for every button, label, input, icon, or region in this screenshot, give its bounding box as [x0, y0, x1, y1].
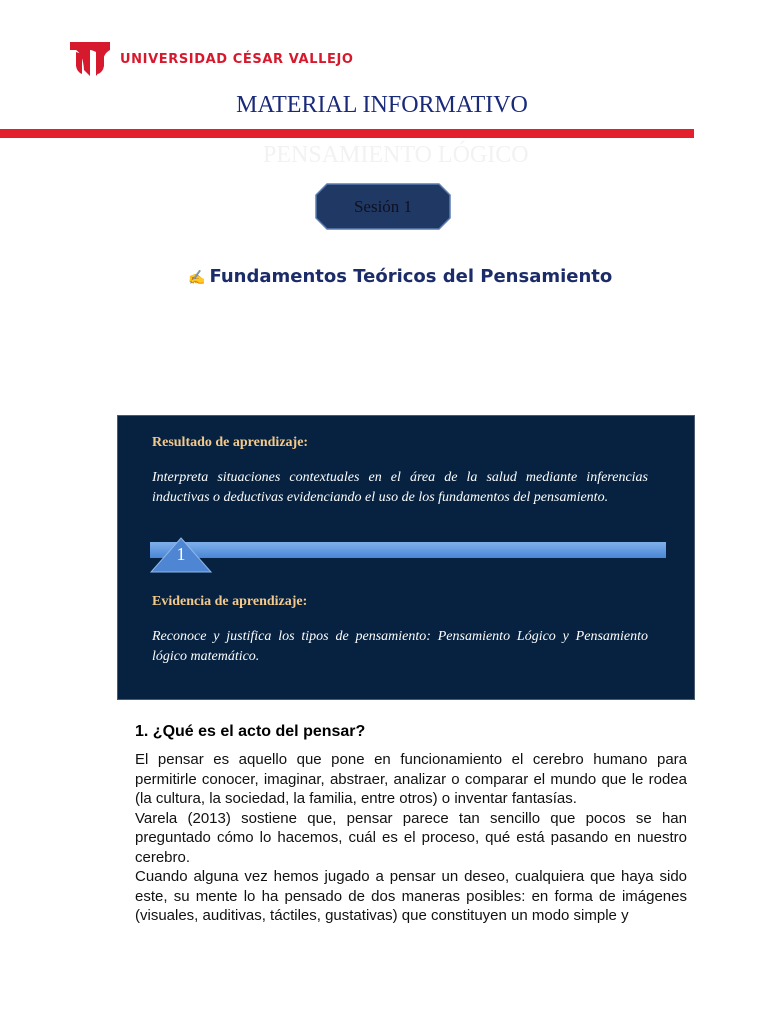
topic-title: Fundamentos Teóricos del Pensamiento: [209, 266, 613, 287]
ucv-shield-icon: [68, 40, 112, 78]
section-body: [135, 750, 687, 926]
university-logo: [68, 40, 368, 78]
panel-divider-bar: [150, 542, 666, 558]
header-divider: [0, 129, 694, 138]
section-question: 1. ¿Qué es el acto del pensar?: [135, 723, 366, 740]
session-label: Sesión 1: [353, 197, 413, 216]
document-title: MATERIAL INFORMATIVO: [236, 92, 528, 118]
paragraph: El pensar es aquello que pone en funcionamiento el cerebro humano para permitirle conocer, imaginar, abstraer, analizar o comparar el mundo que le rodea (la cultura, la sociedad, la familia, entre otros) o inventar fantasías.: [135, 751, 687, 807]
session-badge: [315, 183, 451, 230]
evidence-heading: Evidencia de aprendizaje:: [152, 594, 308, 609]
outcome-text: Interpreta situaciones contextuales en el área de la salud mediante inferencias inductivas o deductivas evidenciando el uso de los fundamentos del pensamiento.: [152, 470, 648, 505]
course-watermark: PENSAMIENTO LÓGICO: [263, 142, 529, 168]
topic-heading: [188, 266, 612, 287]
paragraph: Cuando alguna vez hemos jugado a pensar un deseo, cualquiera que haya sido este, su mente lo ha pensado de dos maneras posibles: en forma de imágenes (visuales, auditivas, táctiles, gustativas) que constituyen un modo simple y: [135, 868, 687, 924]
marker-number: 1: [176, 544, 186, 564]
paragraph: Varela (2013) sostiene que, pensar parece tan sencillo que pocos se han preguntado cómo lo hacemos, cuál es el proceso, qué está pasando en nuestro cerebro.: [135, 809, 687, 866]
evidence-text: Reconoce y justifica los tipos de pensamiento: Pensamiento Lógico y Pensamiento lógico matemático.: [152, 629, 648, 664]
writing-hand-icon: ✍: [188, 269, 206, 285]
learning-outcomes-panel: [117, 415, 695, 700]
university-name: UNIVERSIDAD CÉSAR VALLEJO: [120, 52, 354, 67]
outcome-heading: Resultado de aprendizaje:: [152, 435, 309, 450]
